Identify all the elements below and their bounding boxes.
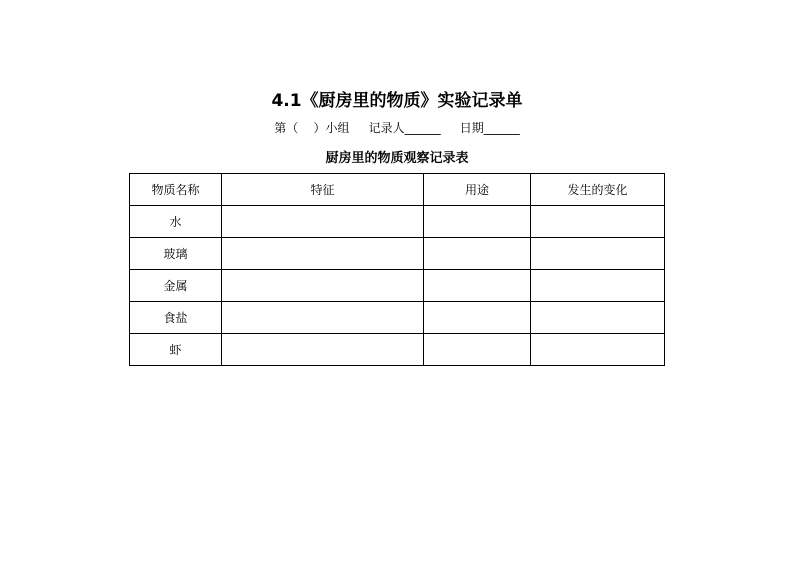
row-change-cell[interactable] (531, 270, 665, 302)
row-use-cell[interactable] (424, 206, 531, 238)
row-substance-name: 玻璃 (130, 238, 222, 270)
header-feature: 特征 (222, 174, 424, 206)
row-feature-cell[interactable] (222, 270, 424, 302)
row-feature-cell[interactable] (222, 206, 424, 238)
group-recorder-date-line: 第（ ）小组 记录人______ 日期______ (274, 121, 520, 135)
row-change-cell[interactable] (531, 206, 665, 238)
row-substance-name: 虾 (130, 334, 222, 366)
table-header-row (130, 174, 665, 206)
page-title: 4.1《厨房里的物质》实验记录单 (271, 91, 523, 111)
row-use-cell[interactable] (424, 270, 531, 302)
row-feature-cell[interactable] (222, 238, 424, 270)
header-change: 发生的变化 (531, 174, 665, 206)
table-row (130, 334, 665, 366)
row-use-cell[interactable] (424, 334, 531, 366)
row-substance-name: 金属 (130, 270, 222, 302)
row-feature-cell[interactable] (222, 334, 424, 366)
row-substance-name: 水 (130, 206, 222, 238)
observation-record-table (129, 173, 665, 366)
table-row (130, 238, 665, 270)
header-substance-name: 物质名称 (130, 174, 222, 206)
row-change-cell[interactable] (531, 302, 665, 334)
table-row (130, 302, 665, 334)
header-use: 用途 (424, 174, 531, 206)
row-change-cell[interactable] (531, 238, 665, 270)
row-use-cell[interactable] (424, 238, 531, 270)
table-title: 厨房里的物质观察记录表 (325, 151, 469, 166)
row-feature-cell[interactable] (222, 302, 424, 334)
row-change-cell[interactable] (531, 334, 665, 366)
row-use-cell[interactable] (424, 302, 531, 334)
table-row (130, 270, 665, 302)
table-row (130, 206, 665, 238)
row-substance-name: 食盐 (130, 302, 222, 334)
